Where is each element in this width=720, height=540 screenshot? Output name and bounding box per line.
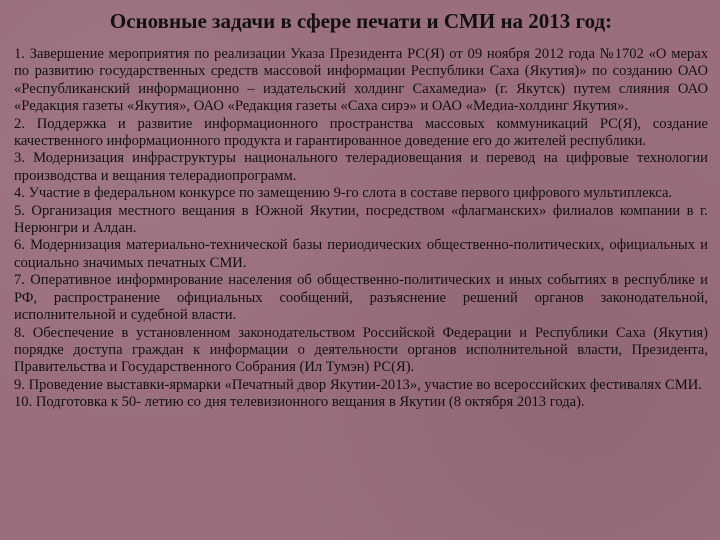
list-item: 7. Оперативное информирование населения об общественно-политических и иных событиях в республике и РФ, распространение официальных сообщений, разъяснение решений органов законодательной, исполнительной и судебной власти. (14, 272, 708, 324)
list-item: 5. Организация местного вещания в Южной Якутии, посредством «флагманских» филиалов компании в г. Нерюнгри и Алдан. (14, 202, 708, 237)
list-item: 9. Проведение выставки-ярмарки «Печатный двор Якутии-2013», участие во всероссийских фестивалях СМИ. (14, 376, 702, 393)
list-item: 3. Модернизация инфраструктуры национального телерадиовещания и перевод на цифровые технологии производства и вещания телерадиопрограмм. (14, 150, 708, 184)
list-item: 1. Завершение мероприятия по реализации Указа Президента РС(Я) от 09 ноября 2012 года №1702 «О мерах по развитию государственных средств массовой информации Республики Саха (Якутия)» по созданию ОАО «Республиканский информационно – издательский холдинг Сахамедиа» (г. Якутск) путем слияния ОАО «Редакция газеты «Якутия», ОАО «Редакция газеты «Саха сирэ» и ОАО «Медиа-холдинг Якутия». (14, 46, 708, 115)
slide-title: Основные задачи в сфере печати и СМИ на 2013 год: (109, 9, 613, 33)
list-item: 10. Подготовка к 50- летию со дня телевизионного вещания в Якутии (8 октября 2013 года). (14, 394, 585, 411)
list-item: 2. Поддержка и развитие информационного пространства массовых коммуникаций РС(Я), создание качественного информационного продукта и гарантированное доведение его до жителей республики. (14, 115, 708, 150)
list-item: 8. Обеспечение в установленном законодательством Российской Федерации и Республики Саха (Якутия) порядке доступа граждан к информации о деятельности органов исполнительной власти, Президента, Правительства и Государственного Собрания (Ил Тумэн) РС(Я). (14, 324, 708, 376)
list-item: 6. Модернизация материально-технической базы периодических общественно-политических, официальных и социально значимых печатных СМИ. (14, 237, 708, 271)
list-item: 4. Участие в федеральном конкурсе по замещению 9-го слота в составе первого цифрового мультиплекса. (14, 185, 673, 202)
